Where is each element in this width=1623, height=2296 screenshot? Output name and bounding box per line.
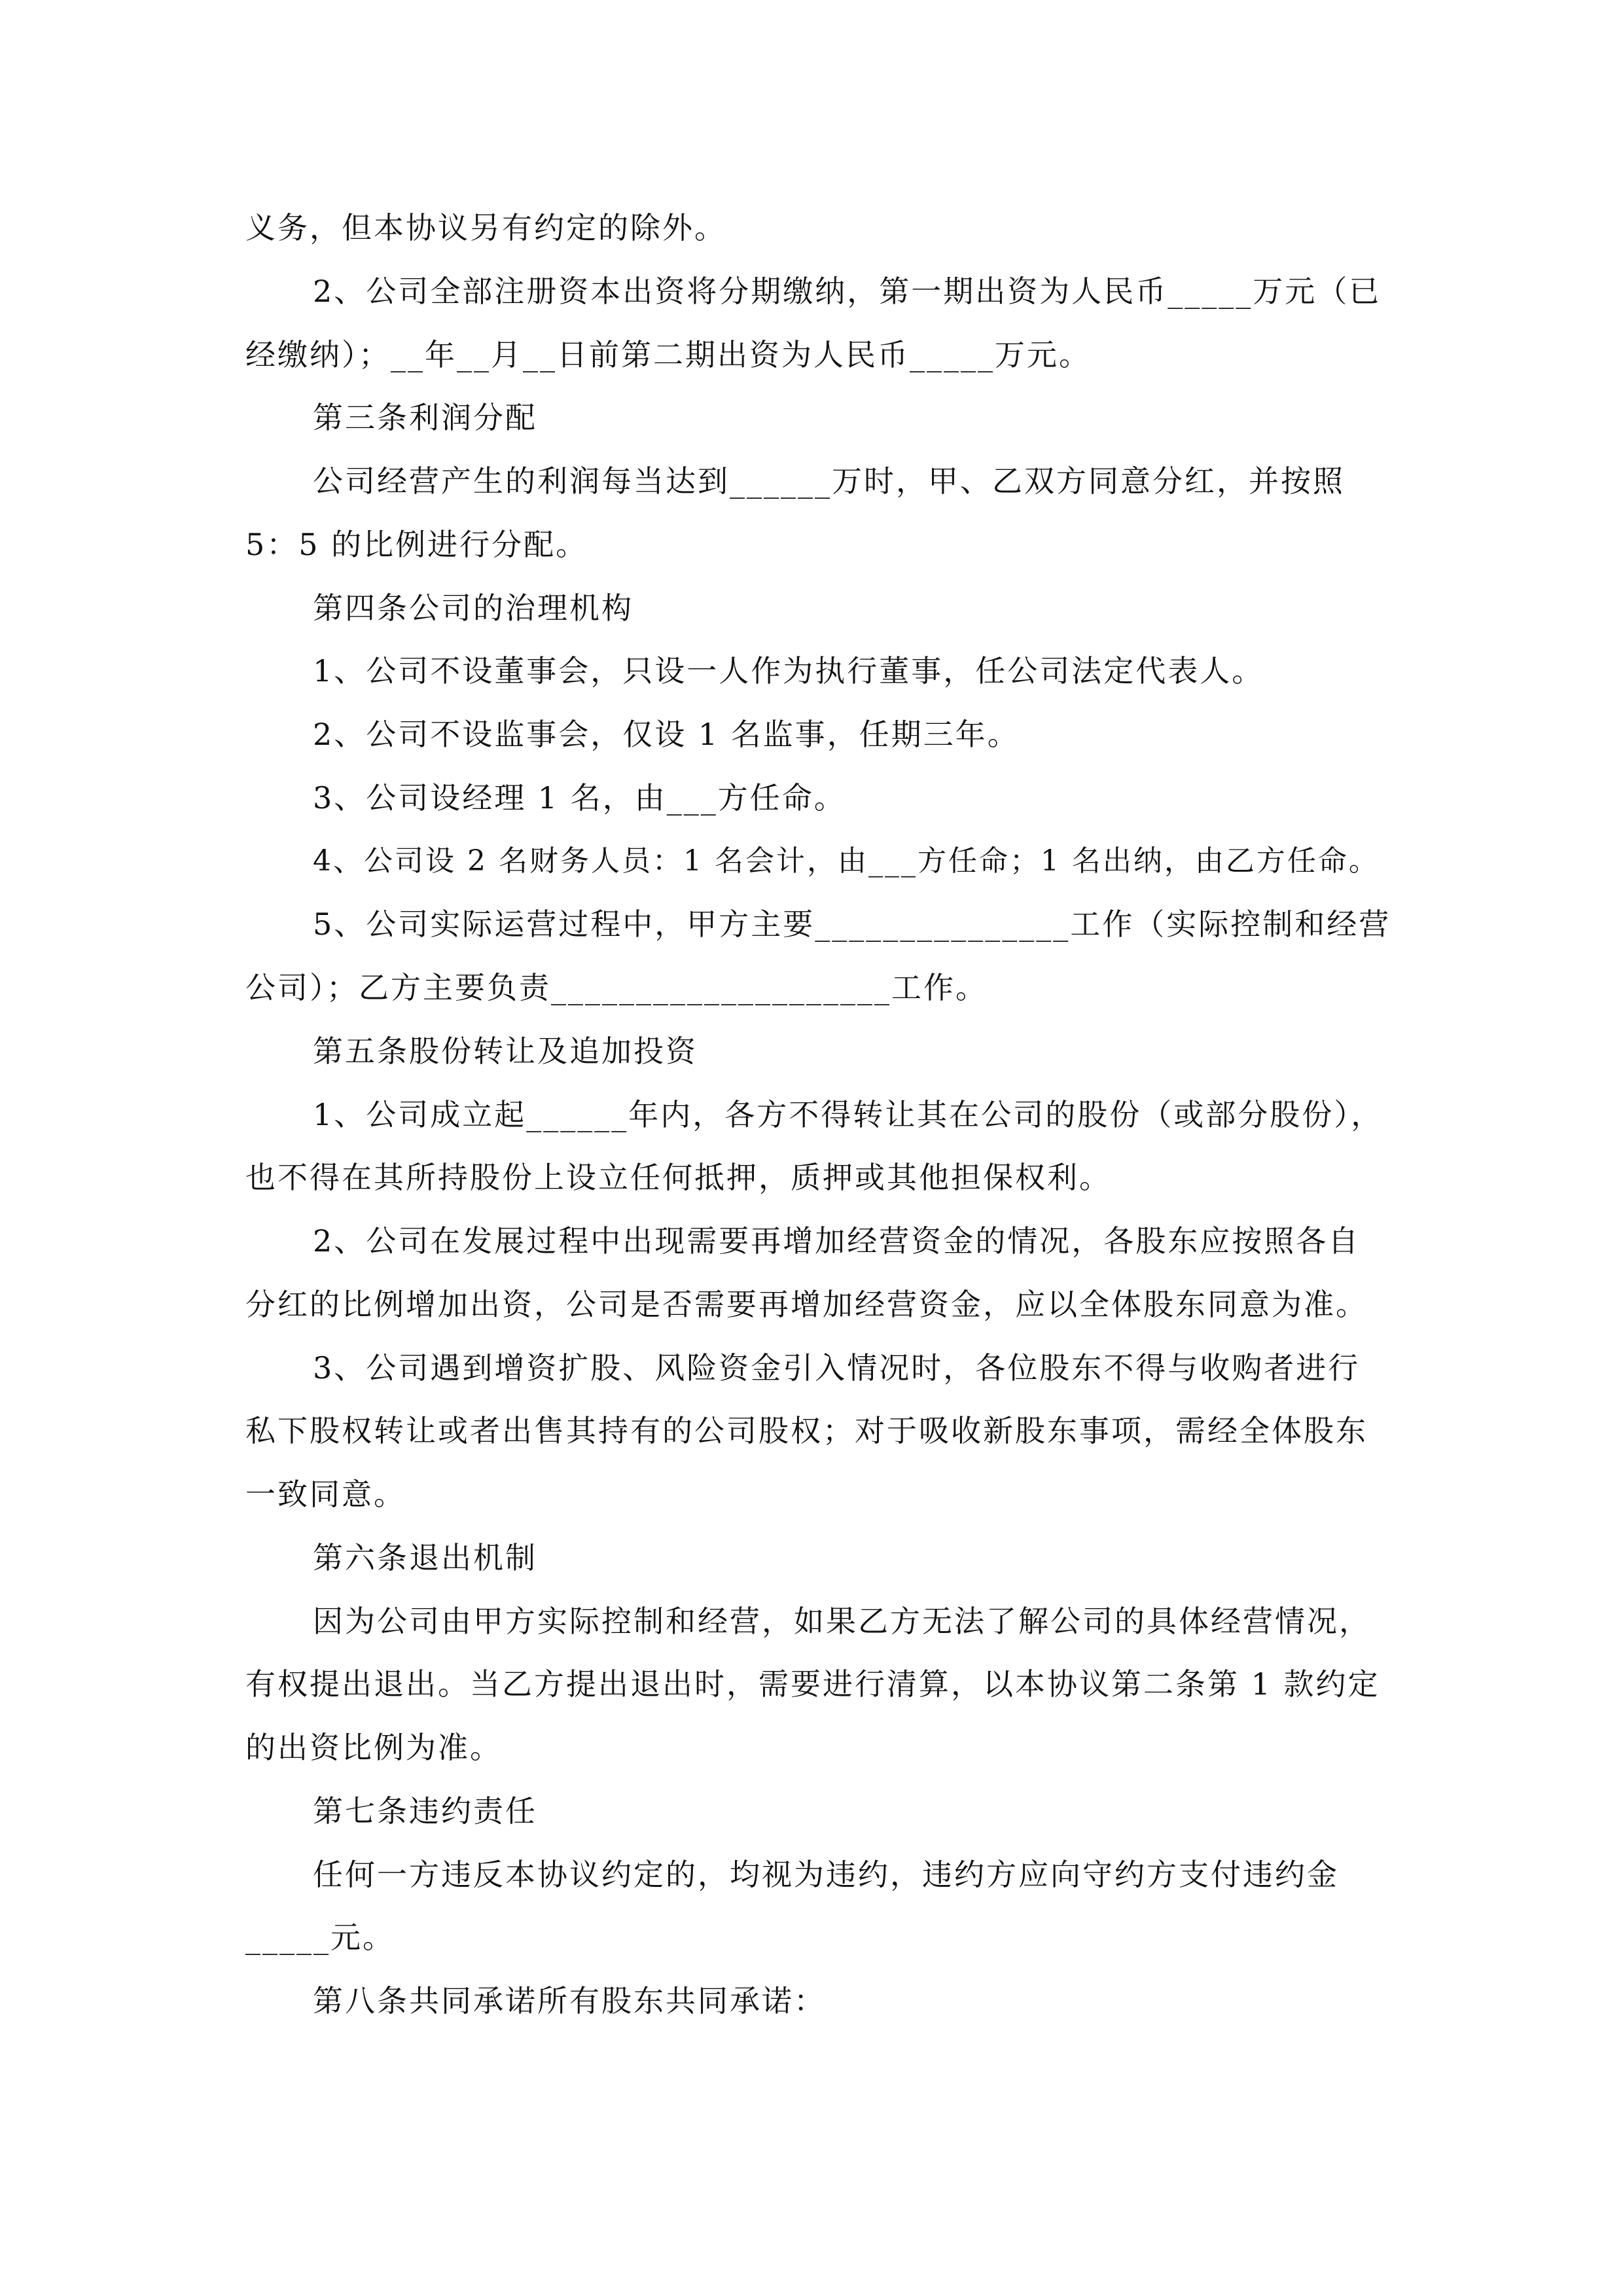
text-line: 公司）；乙方主要负责____________________工作。 [245,970,988,1005]
text-line: 4、公司设 2 名财务人员：1 名会计，由___方任命；1 名出纳，由乙方任命。 [313,844,1380,878]
text-line: 有权提出退出。当乙方提出退出时，需要进行清算，以本协议第二条第 1 款约定 [245,1666,1380,1702]
text-line: 2、公司全部注册资本出资将分期缴纳，第一期出资为人民币_____万元（已 [313,274,1382,309]
text-line: _____元。 [245,1920,395,1955]
text-line: 经缴纳）；__年__月__日前第二期出资为人民币_____万元。 [245,337,1091,372]
text-line: 第五条股份转让及追加投资 [313,1033,698,1069]
text-line: 2、公司不设监事会，仅设 1 名监事，任期三年。 [313,717,1020,752]
text-line: 1、公司成立起______年内，各方不得转让其在公司的股份（或部分股份）， [313,1097,1383,1132]
text-line: 3、公司遇到增资扩股、风险资金引入情况时，各位股东不得与收购者进行 [313,1350,1361,1386]
text-line: 第六条退出机制 [313,1540,537,1575]
text-line: 第八条共同承诺所有股东共同承诺： [313,1983,826,2018]
text-line: 也不得在其所持股份上设立任何抵押，质押或其他担保权利。 [245,1160,1111,1195]
text-line: 2、公司在发展过程中出现需要再增加经营资金的情况，各股东应按照各自 [313,1223,1361,1259]
text-line: 第七条违约责任 [313,1793,537,1829]
text-line: 的出资比例为准。 [245,1730,502,1765]
text-line: 任何一方违反本协议约定的，均视为违约，违约方应向守约方支付违约金 [313,1857,1339,1892]
text-line: 分红的比例增加出资，公司是否需要再增加经营资金，应以全体股东同意为准。 [245,1287,1368,1322]
text-line: 公司经营产生的利润每当达到______万时，甲、乙双方同意分红，并按照 [313,463,1345,499]
text-line: 一致同意。 [245,1477,406,1512]
text-line: 1、公司不设董事会，只设一人作为执行董事，任公司法定代表人。 [313,653,1264,689]
text-line: 私下股权转让或者出售其持有的公司股权；对于吸收新股东事项，需经全体股东 [245,1413,1368,1448]
text-line: 5、公司实际运营过程中，甲方主要_______________工作（实际控制和经营 [313,906,1391,942]
text-line: 第三条利润分配 [313,400,537,435]
text-line: 因为公司由甲方实际控制和经营，如果乙方无法了解公司的具体经营情况， [313,1604,1371,1639]
text-line: 第四条公司的治理机构 [313,590,633,626]
text-line: 义务，但本协议另有约定的除外。 [245,210,726,245]
text-line: 5：5 的比例进行分配。 [245,527,588,562]
text-line: 3、公司设经理 1 名，由___方任命。 [313,780,846,816]
